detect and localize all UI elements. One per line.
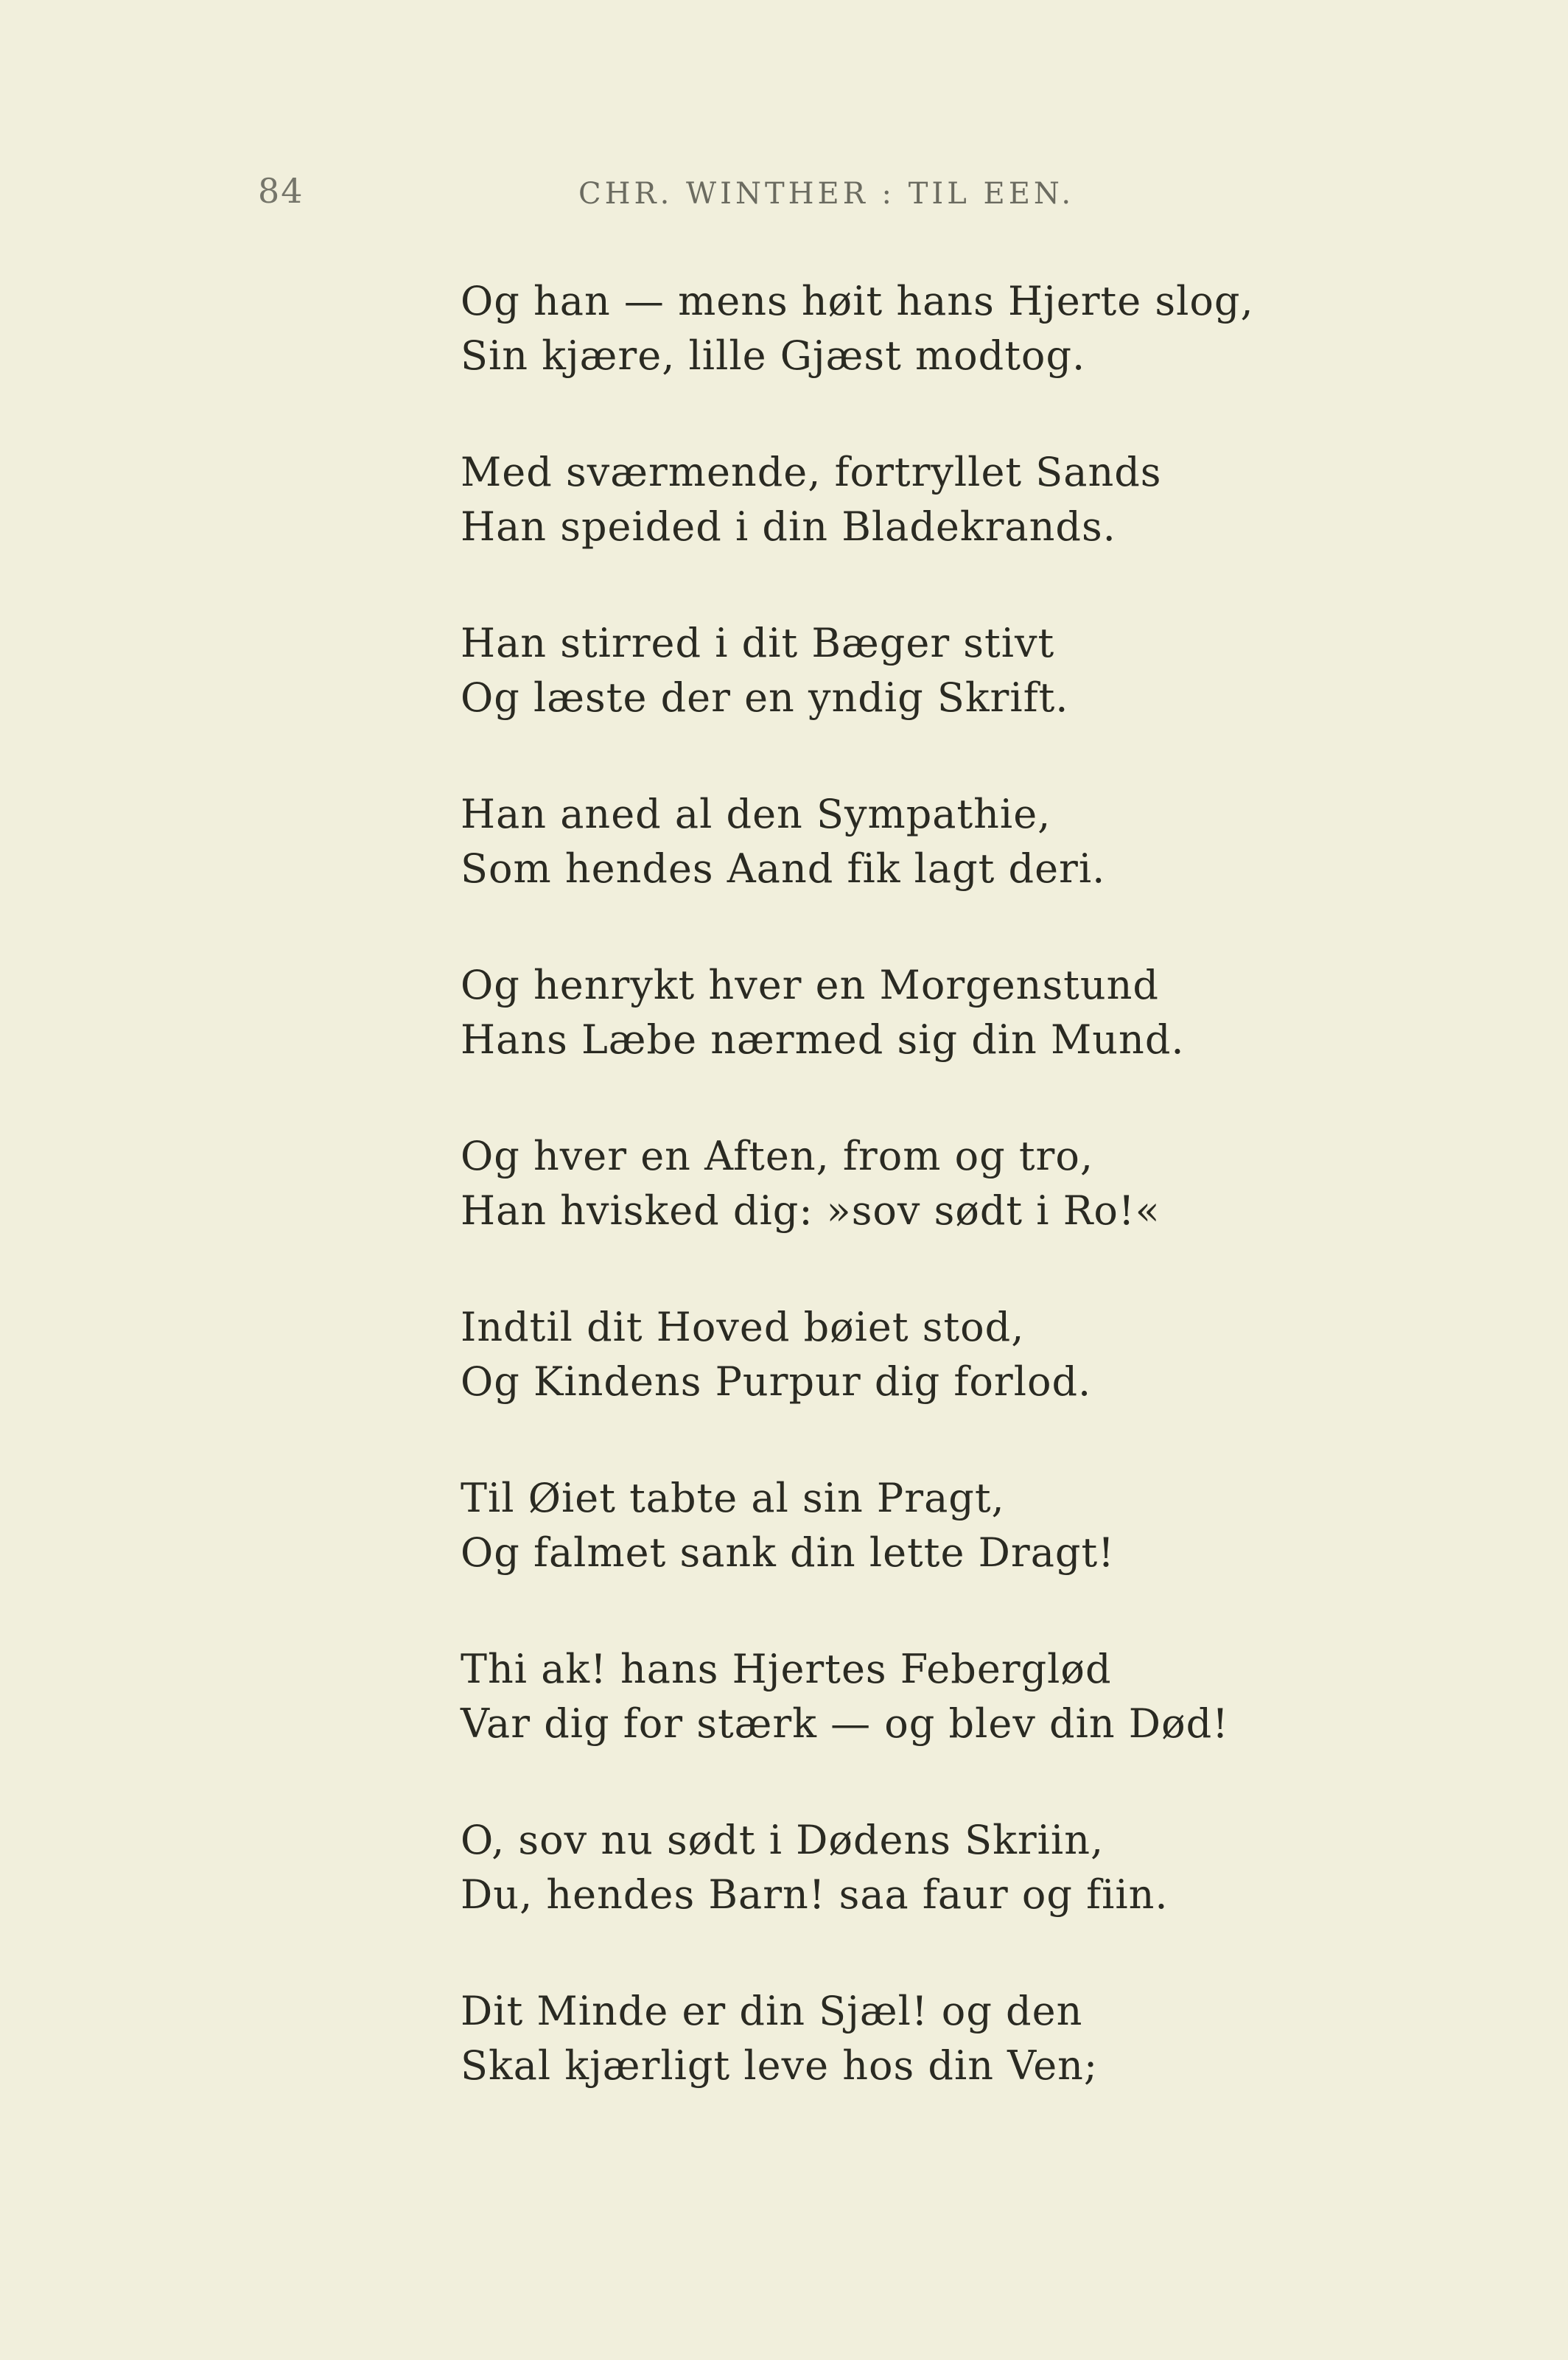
poem-line: Dit Minde er din Sjæl! og den: [461, 1988, 1083, 2034]
page-number: 84: [258, 171, 304, 211]
stanza: [461, 1813, 1382, 1984]
poem-line: Og henrykt hver en Morgenstund: [461, 962, 1159, 1008]
poem-line: Thi ak! hans Hjertes Feberglød: [461, 1646, 1112, 1692]
stanza: [461, 787, 1382, 958]
poem-line: Sin kjære, lille Gjæst modtog.: [461, 332, 1086, 379]
poem-line: Var dig for stærk — og blev din Død!: [461, 1700, 1229, 1747]
running-head: CHR. WINTHER : TIL EEN.: [578, 177, 1075, 211]
poem-line: Med sværmende, fortryllet Sands: [461, 449, 1162, 495]
poem-line: Og falmet sank din lette Dragt!: [461, 1529, 1115, 1576]
stanza: [461, 1129, 1382, 1300]
stanza: [461, 445, 1382, 616]
poem-line: Hans Læbe nærmed sig din Mund.: [461, 1016, 1185, 1063]
poem-line: Til Øiet tabte al sin Pragt,: [461, 1475, 1005, 1521]
poem-line: Du, hendes Barn! saa faur og fiin.: [461, 1871, 1169, 1918]
stanza: [461, 274, 1382, 445]
poem-line: O, sov nu sødt i Dødens Skriin,: [461, 1817, 1105, 1863]
poem-line: Skal kjærligt leve hos din Ven;: [461, 2042, 1099, 2089]
stanza: [461, 616, 1382, 787]
stanza: [461, 1642, 1382, 1813]
poem-line: Og læste der en yndig Skrift.: [461, 674, 1069, 721]
poem-line: Og Kindens Purpur dig forlod.: [461, 1358, 1092, 1405]
stanza: [461, 958, 1382, 1129]
poem-line: Indtil dit Hoved bøiet stod,: [461, 1304, 1025, 1350]
poem-line: Han speided i din Bladekrands.: [461, 503, 1116, 550]
stanza: [461, 1984, 1382, 2155]
stanza: [461, 1471, 1382, 1642]
stanza: [461, 1300, 1382, 1471]
poem-line: Og hver en Aften, from og tro,: [461, 1133, 1094, 1179]
poem-line: Som hendes Aand fik lagt deri.: [461, 845, 1106, 892]
poem: [461, 274, 1382, 2155]
poem-line: Han hvisked dig: »sov sødt i Ro!«: [461, 1187, 1161, 1234]
poem-line: Og han — mens høit hans Hjerte slog,: [461, 278, 1254, 324]
poem-line: Han stirred i dit Bæger stivt: [461, 620, 1055, 666]
poem-line: Han aned al den Sympathie,: [461, 791, 1051, 837]
